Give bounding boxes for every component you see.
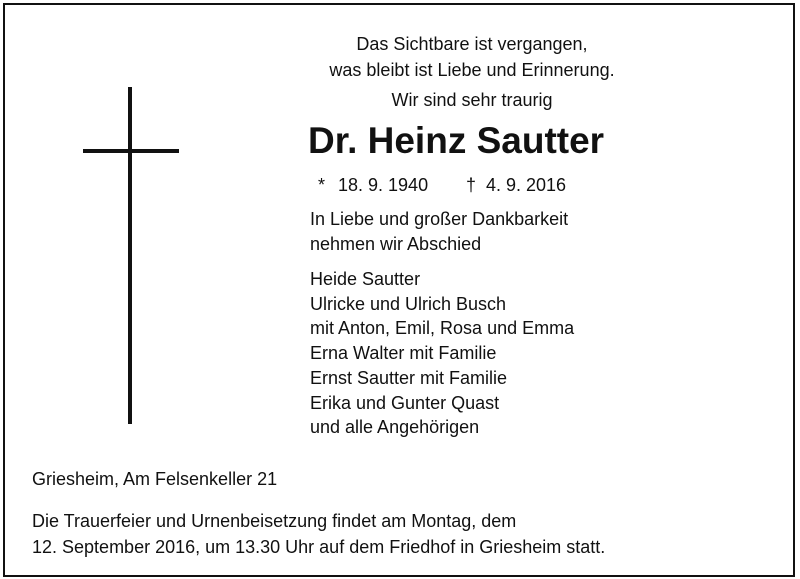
- death-date: 4. 9. 2016: [486, 175, 567, 195]
- death-symbol: †: [466, 175, 477, 195]
- mourners-list: [310, 267, 574, 440]
- cross-horizontal-bar: [83, 149, 179, 153]
- mourner-item: mit Anton, Emil, Rosa und Emma: [310, 318, 575, 339]
- birth-symbol: *: [318, 175, 326, 195]
- service-info: [32, 508, 605, 560]
- service-line-2: 12. September 2016, um 13.30 Uhr auf dem Friedhof in Griesheim statt.: [32, 537, 606, 557]
- address: Griesheim, Am Felsenkeller 21: [32, 469, 278, 489]
- service-line-1: Die Trauerfeier und Urnenbeisetzung findet am Montag, dem: [32, 511, 517, 531]
- birth-date: 18. 9. 1940: [338, 175, 429, 195]
- cross-vertical-bar: [128, 87, 132, 424]
- farewell-line-2: nehmen wir Abschied: [310, 234, 482, 254]
- mourner-item: und alle Angehörigen: [310, 417, 480, 438]
- mourner-item: Ulricke und Ulrich Busch: [310, 293, 507, 314]
- farewell-line-1: In Liebe und großer Dankbarkeit: [310, 209, 569, 229]
- motto: [300, 31, 644, 83]
- farewell-text: [310, 207, 568, 257]
- intro-text: Wir sind sehr traurig: [391, 90, 553, 110]
- life-dates: [318, 173, 566, 197]
- mourner-item: Erika und Gunter Quast: [310, 392, 500, 413]
- mourner-item: Erna Walter mit Familie: [310, 343, 497, 364]
- mourner-item: Heide Sautter: [310, 269, 421, 289]
- deceased-name: Dr. Heinz Sautter: [308, 120, 605, 161]
- mourner-item: Ernst Sautter mit Familie: [310, 367, 508, 388]
- motto-line-2: was bleibt ist Liebe und Erinnerung.: [329, 60, 615, 80]
- motto-line-1: Das Sichtbare ist vergangen,: [356, 34, 588, 54]
